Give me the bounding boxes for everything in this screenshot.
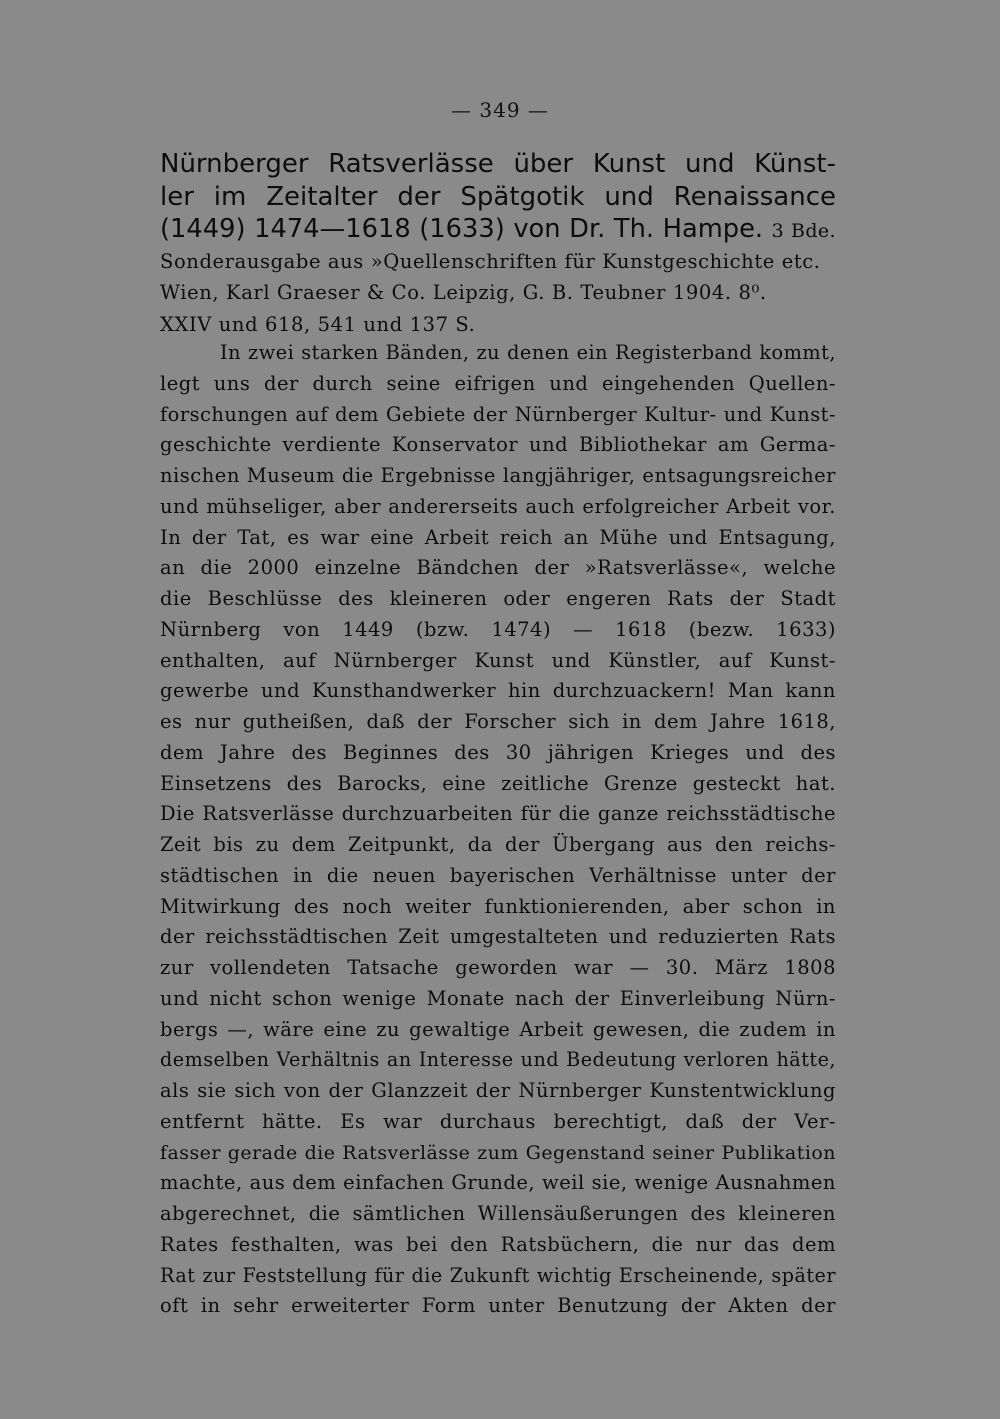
text-line: nischen Museum die Ergebnisse langjähriger, entsagungsreicher bbox=[160, 464, 836, 487]
text-line: Einsetzens des Barocks, eine zeitliche Grenze gesteckt hat. bbox=[160, 771, 836, 795]
review-title bbox=[160, 148, 836, 248]
text-line: dem Jahre des Beginnes des 30 jährigen Krieges und des bbox=[160, 740, 836, 764]
text-line: oft in sehr erweiterter Form unter Benutzung der Akten der bbox=[160, 1294, 836, 1318]
volume-count: 3 Bde. bbox=[771, 220, 836, 242]
text-line: Rates festhalten, was bei den Ratsbüchern, die nur das dem bbox=[160, 1232, 836, 1256]
text-line: abgerechnet, die sämtlichen Willensäußerungen des kleineren bbox=[160, 1202, 836, 1225]
text-line: geschichte verdiente Konservator und Bibliothekar am Germa- bbox=[160, 433, 836, 457]
text-line: fasser gerade die Ratsverlässe zum Gegenstand seiner Publikation bbox=[160, 1141, 836, 1164]
text-line: der reichsstädtischen Zeit umgestalteten und reduzierten Rats bbox=[160, 925, 836, 949]
text-line: und nicht schon wenige Monate nach der Einverleibung Nürn- bbox=[160, 986, 836, 1010]
text-line: gewerbe und Kunsthandwerker hin durchzuackern! Man kann bbox=[160, 679, 836, 703]
publication-line: Sonderausgabe aus »Quellenschriften für Kunstgeschichte etc. bbox=[160, 250, 821, 273]
text-line: legt uns der durch seine eifrigen und eingehenden Quellen- bbox=[160, 371, 836, 395]
text-line: Nürnberg von 1449 (bzw. 1474) — 1618 (bezw. 1633) bbox=[160, 617, 836, 641]
text-line: die Beschlüsse des kleineren oder engeren Rats der Stadt bbox=[160, 587, 836, 610]
text-line: Die Ratsverlässe durchzuarbeiten für die ganze reichsstädtische bbox=[160, 802, 836, 826]
title-line: Nürnberger Ratsverlässe über Kunst und Künst- bbox=[160, 149, 836, 179]
text-line: entfernt hätte. Es war durchaus berechtigt, daß der Ver- bbox=[160, 1109, 836, 1133]
text-line: machte, aus dem einfachen Grunde, weil sie, wenige Ausnahmen bbox=[160, 1171, 836, 1195]
text-line: städtischen in die neuen bayerischen Verhältnisse unter der bbox=[160, 863, 836, 887]
title-line: ler im Zeitalter der Spätgotik und Renaissance bbox=[160, 181, 836, 212]
title-line bbox=[160, 213, 836, 248]
publication-line: Wien, Karl Graeser & Co. Leipzig, G. B. Teubner 1904. 8⁰. bbox=[160, 281, 767, 305]
page-number: — 349 — bbox=[451, 98, 549, 122]
text-line: In der Tat, es war eine Arbeit reich an Mühe und Entsagung, bbox=[160, 525, 836, 549]
publication-line: XXIV und 618, 541 und 137 S. bbox=[160, 312, 476, 336]
text-line: zur vollendeten Tatsache geworden war — 30. März 1808 bbox=[160, 956, 836, 979]
text-line: an die 2000 einzelne Bändchen der »Ratsverlässe«, welche bbox=[160, 556, 836, 580]
text-line: forschungen auf dem Gebiete der Nürnberger Kultur- und Kunst- bbox=[160, 402, 836, 426]
title-line-text: (1449) 1474—1618 (1633) von Dr. Th. Hampe. bbox=[160, 214, 764, 244]
text-line: als sie sich von der Glanzzeit der Nürnberger Kunstentwicklung bbox=[160, 1079, 836, 1102]
text-line: Rat zur Feststellung für die Zukunft wichtig Erscheinende, später bbox=[160, 1263, 836, 1287]
text-line: Mitwirkung des noch weiter funktionierenden, aber schon in bbox=[160, 894, 836, 918]
text-line: Zeit bis zu dem Zeitpunkt, da der Übergang aus den reichs- bbox=[160, 833, 836, 856]
text-line: enthalten, auf Nürnberger Kunst und Künstler, auf Kunst- bbox=[160, 648, 836, 672]
text-line: und mühseliger, aber andererseits auch erfolgreicher Arbeit vor. bbox=[160, 494, 836, 518]
text-line: demselben Verhältnis an Interesse und Bedeutung verloren hätte, bbox=[160, 1048, 836, 1072]
body-paragraph bbox=[160, 338, 836, 1322]
text-line: bergs —, wäre eine zu gewaltige Arbeit gewesen, die zudem in bbox=[160, 1017, 836, 1041]
publication-info bbox=[160, 246, 836, 340]
text-line: es nur gutheißen, daß der Forscher sich in dem Jahre 1618, bbox=[160, 710, 836, 733]
text-line: In zwei starken Bänden, zu denen ein Registerband kommt, bbox=[220, 341, 836, 364]
